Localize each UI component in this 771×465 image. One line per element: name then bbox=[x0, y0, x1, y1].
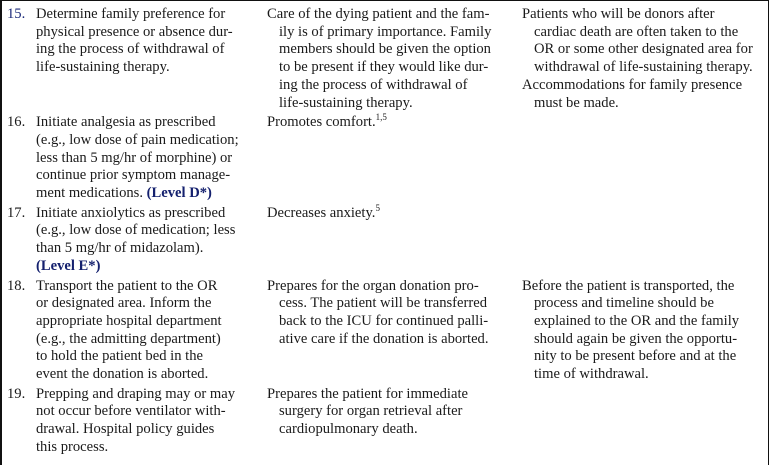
action-line bbox=[36, 421, 267, 439]
rationale-line bbox=[267, 202, 522, 223]
rationale-line bbox=[267, 403, 522, 421]
action-text: to hold the patient bed in the bbox=[36, 348, 203, 365]
action-line bbox=[36, 185, 267, 203]
action-text: Determine family preference for bbox=[36, 6, 226, 22]
notes-cell bbox=[522, 6, 771, 112]
rationale-line bbox=[267, 59, 522, 77]
notes-cell bbox=[522, 278, 771, 384]
action-text: appropriate hospital department bbox=[36, 312, 222, 329]
rationale-text: Decreases anxiety. bbox=[267, 204, 376, 221]
rationale-text: cardiopulmonary death. bbox=[279, 421, 418, 438]
rationale-line bbox=[267, 114, 522, 132]
action-text: (e.g., low dose of medication; less bbox=[36, 222, 236, 239]
rationale-text: Prepares the patient for immediate bbox=[267, 385, 468, 402]
action-line bbox=[36, 278, 267, 296]
action-line bbox=[36, 6, 267, 24]
action-line bbox=[36, 258, 267, 276]
action-cell bbox=[0, 386, 267, 457]
rationale-line bbox=[267, 386, 522, 404]
rationale-text: Care of the dying patient and the fam- bbox=[267, 6, 490, 22]
action-text: Prepping and draping may or may bbox=[36, 385, 235, 402]
notes-cell bbox=[522, 205, 771, 276]
rationale-line bbox=[267, 41, 522, 59]
action-line bbox=[36, 348, 267, 366]
notes-line: must be made. bbox=[534, 94, 619, 111]
rationale-text: Prepares for the organ donation pro- bbox=[267, 277, 479, 294]
notes-line: time of withdrawal. bbox=[534, 366, 649, 383]
action-line bbox=[36, 366, 267, 384]
notes-line: Accommodations for family presence bbox=[522, 76, 743, 93]
action-text: life-sustaining therapy. bbox=[36, 59, 170, 76]
action-line bbox=[36, 313, 267, 331]
rationale-line bbox=[267, 24, 522, 42]
rationale-text: to be present if they would like dur- bbox=[279, 59, 489, 76]
action-line bbox=[36, 295, 267, 313]
action-cell bbox=[0, 114, 267, 203]
action-text: ing the process of withdrawal of bbox=[36, 41, 225, 58]
action-text: continue prior symptom manage- bbox=[36, 167, 231, 184]
table-row bbox=[0, 6, 771, 112]
notes-line: cardiac death are often taken to the bbox=[534, 23, 739, 40]
action-text: Initiate anxiolytics as prescribed bbox=[36, 204, 226, 221]
notes-line: Patients who will be donors after bbox=[522, 6, 715, 22]
action-text: less than 5 mg/hr of morphine) or bbox=[36, 149, 233, 166]
step-number[interactable]: 15. bbox=[7, 6, 26, 22]
action-line bbox=[36, 59, 267, 77]
rationale-line bbox=[267, 421, 522, 439]
rationale-text: ily is of primary importance. Family bbox=[279, 23, 492, 40]
action-line bbox=[36, 403, 267, 421]
action-text: event the donation is aborted. bbox=[36, 366, 209, 383]
action-cell bbox=[0, 205, 267, 276]
table-row bbox=[0, 202, 771, 276]
action-line bbox=[36, 167, 267, 185]
action-text: Transport the patient to the OR bbox=[36, 277, 218, 294]
notes-line: explained to the OR and the family bbox=[534, 312, 740, 329]
notes-line: process and timeline should be bbox=[534, 295, 714, 312]
action-text: drawal. Hospital policy guides bbox=[36, 421, 215, 438]
notes-line: Before the patient is transported, the bbox=[522, 277, 735, 294]
citation-superscript: 5 bbox=[375, 202, 380, 213]
table-row bbox=[0, 278, 771, 384]
action-text: not occur before ventilator with- bbox=[36, 403, 226, 420]
table-row bbox=[0, 114, 771, 203]
rationale-cell bbox=[267, 114, 522, 203]
action-text: (e.g., the admitting department) bbox=[36, 330, 221, 347]
rationale-cell bbox=[267, 278, 522, 384]
rationale-cell bbox=[267, 6, 522, 112]
rationale-text: surgery for organ retrieval after bbox=[279, 403, 463, 420]
evidence-level: (Level D*) bbox=[146, 185, 212, 202]
step-number: 18. bbox=[7, 277, 26, 294]
action-cell bbox=[0, 6, 267, 112]
rationale-line bbox=[267, 95, 522, 113]
action-line bbox=[36, 132, 267, 150]
action-text: or designated area. Inform the bbox=[36, 295, 212, 312]
rationale-text: life-sustaining therapy. bbox=[279, 94, 413, 111]
rationale-line bbox=[267, 77, 522, 95]
rationale-line bbox=[267, 6, 522, 24]
action-line bbox=[36, 240, 267, 258]
action-line bbox=[36, 114, 267, 132]
action-text: physical presence or absence dur- bbox=[36, 23, 233, 40]
rationale-text: ative care if the donation is aborted. bbox=[279, 330, 489, 347]
notes-cell bbox=[522, 386, 771, 457]
notes-line: should again be given the opportu- bbox=[534, 330, 738, 347]
step-number: 17. bbox=[7, 204, 26, 221]
action-line bbox=[36, 331, 267, 349]
rationale-line bbox=[267, 295, 522, 313]
citation-superscript: 1,5 bbox=[375, 112, 387, 123]
action-line bbox=[36, 24, 267, 42]
rationale-line bbox=[267, 278, 522, 296]
action-text: Initiate analgesia as prescribed bbox=[36, 114, 216, 131]
notes-line: OR or some other designated area for bbox=[534, 41, 753, 58]
rationale-text: back to the ICU for continued palli- bbox=[279, 312, 489, 329]
rationale-text: Promotes comfort. bbox=[267, 114, 376, 131]
action-line bbox=[36, 150, 267, 168]
action-text: this process. bbox=[36, 438, 109, 455]
step-number: 19. bbox=[7, 385, 26, 402]
rationale-text: cess. The patient will be transferred bbox=[279, 295, 488, 312]
action-text: than 5 mg/hr of midazolam). bbox=[36, 240, 204, 257]
step-number: 16. bbox=[7, 114, 26, 131]
rationale-line bbox=[267, 331, 522, 349]
action-line bbox=[36, 222, 267, 240]
table-row bbox=[0, 386, 771, 457]
action-cell bbox=[0, 278, 267, 384]
rationale-cell bbox=[267, 202, 522, 276]
action-line bbox=[36, 205, 267, 223]
notes-line: nity to be present before and at the bbox=[534, 348, 737, 365]
rationale-line bbox=[267, 313, 522, 331]
rationale-text: ing the process of withdrawal of bbox=[279, 76, 468, 93]
rationale-text: members should be given the option bbox=[279, 41, 491, 58]
intervention-table bbox=[0, 6, 771, 459]
action-line bbox=[36, 41, 267, 59]
action-text: ment medications. bbox=[36, 185, 147, 202]
notes-line: withdrawal of life-sustaining therapy. bbox=[534, 59, 753, 76]
rationale-cell bbox=[267, 386, 522, 457]
action-line bbox=[36, 439, 267, 457]
action-text: (e.g., low dose of pain medication; bbox=[36, 131, 239, 148]
action-line bbox=[36, 386, 267, 404]
notes-cell bbox=[522, 114, 771, 203]
evidence-level: (Level E*) bbox=[36, 257, 101, 274]
